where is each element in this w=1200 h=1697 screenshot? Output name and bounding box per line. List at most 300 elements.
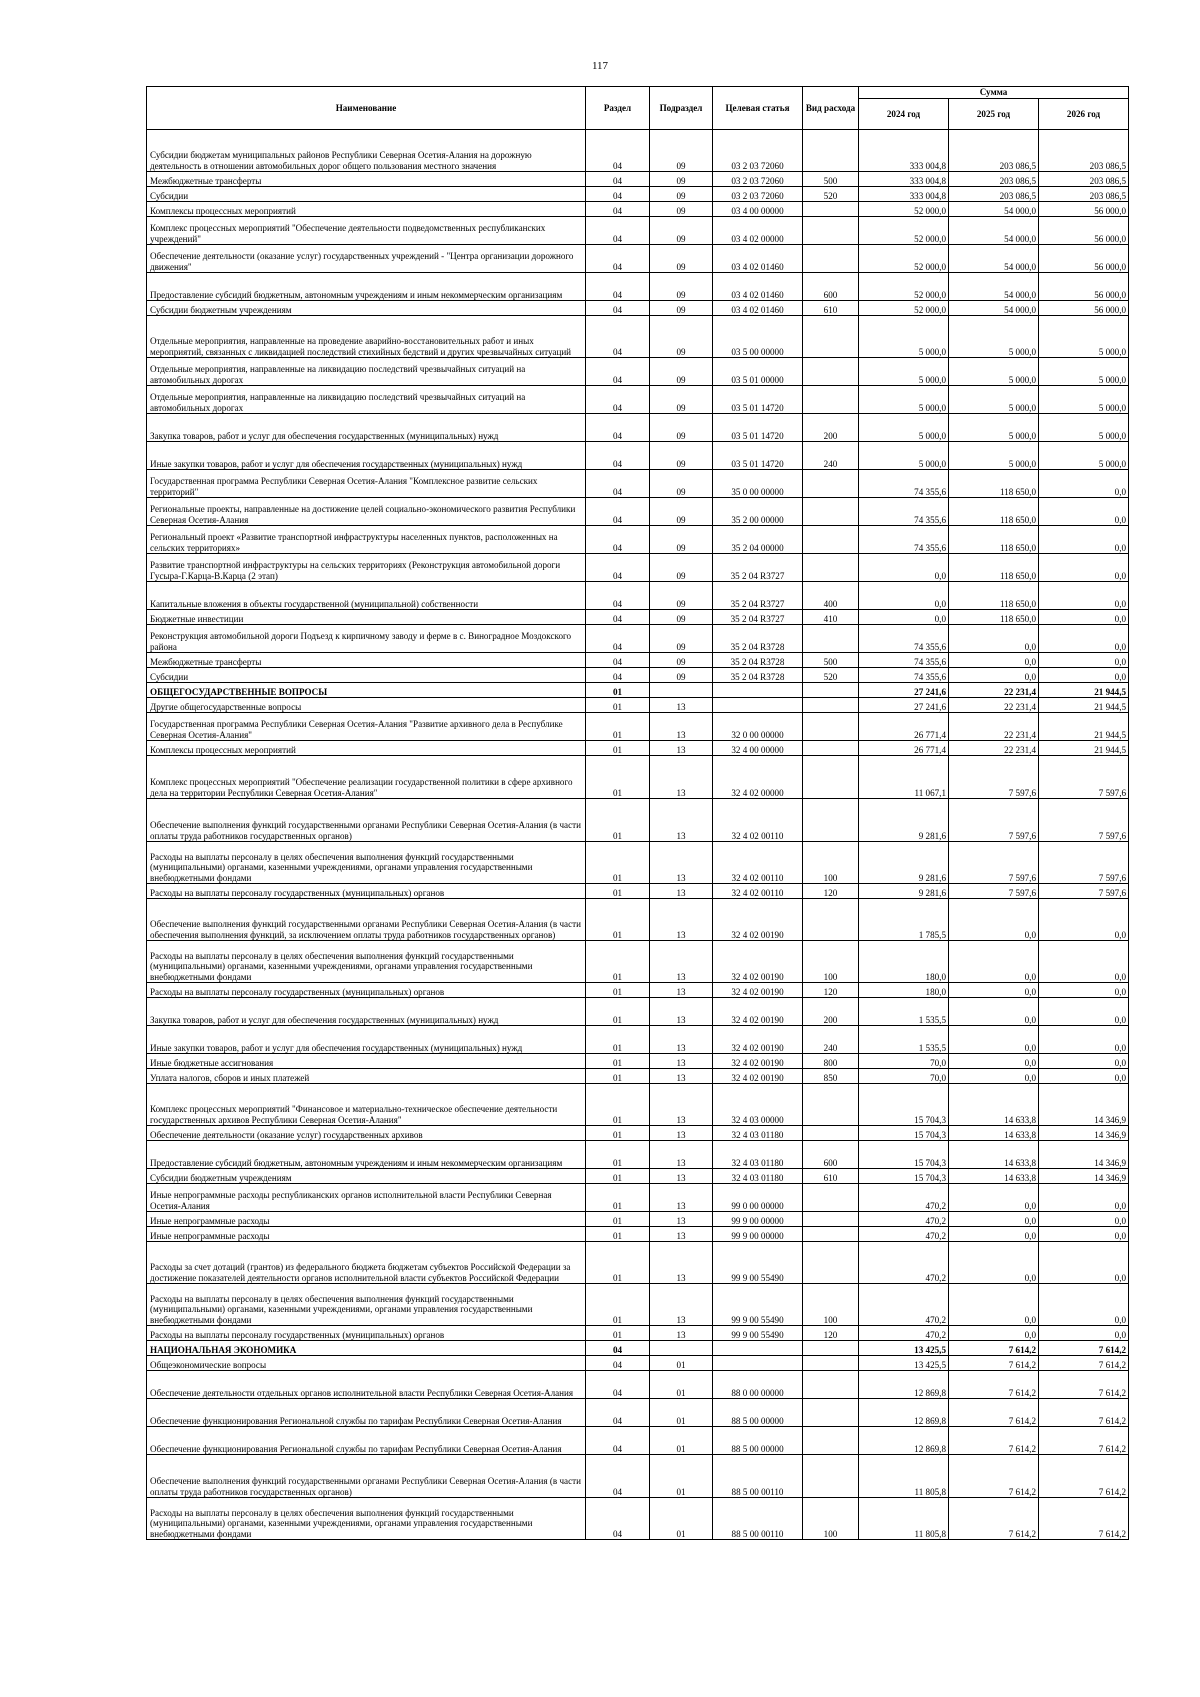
row-vid <box>803 899 859 941</box>
row-name: Расходы на выплаты персоналу в целях обеспечения выполнения функций государственными (муниципальными) органами, казенными учреждениями, органами управления государственными внебюджетными фондами <box>147 1284 586 1326</box>
table-row <box>147 998 1129 1026</box>
row-sum-2024: 470,2 <box>859 1284 949 1326</box>
row-celevaya: 35 2 04 R3728 <box>713 625 803 653</box>
row-celevaya <box>713 1341 803 1356</box>
row-name: Обеспечение функционирования Региональной службы по тарифам Республики Северная Осетия-Алания <box>147 1399 586 1427</box>
row-sum-2026: 0,0 <box>1039 526 1129 554</box>
row-podrazdel: 09 <box>650 358 713 386</box>
row-podrazdel: 13 <box>650 698 713 713</box>
row-celevaya: 32 4 02 00190 <box>713 998 803 1026</box>
row-celevaya: 32 4 03 01180 <box>713 1169 803 1184</box>
row-razdel: 01 <box>586 1126 650 1141</box>
row-sum-2026: 5 000,0 <box>1039 386 1129 414</box>
row-celevaya: 99 9 00 00000 <box>713 1227 803 1242</box>
row-razdel: 01 <box>586 884 650 899</box>
row-vid: 410 <box>803 610 859 625</box>
row-sum-2026: 0,0 <box>1039 1184 1129 1212</box>
row-podrazdel: 13 <box>650 1084 713 1126</box>
row-razdel: 04 <box>586 498 650 526</box>
row-sum-2025: 0,0 <box>949 941 1039 983</box>
row-sum-2024: 74 355,6 <box>859 470 949 498</box>
row-podrazdel: 13 <box>650 713 713 741</box>
row-name: Предоставление субсидий бюджетным, автономным учреждениям и иным некоммерческим организациям <box>147 273 586 301</box>
row-celevaya: 88 5 00 00000 <box>713 1399 803 1427</box>
row-celevaya: 03 4 02 00000 <box>713 217 803 245</box>
row-sum-2025: 5 000,0 <box>949 316 1039 358</box>
row-sum-2024: 470,2 <box>859 1212 949 1227</box>
row-razdel: 01 <box>586 842 650 884</box>
table-row <box>147 1371 1129 1399</box>
row-sum-2025: 14 633,8 <box>949 1141 1039 1169</box>
row-sum-2026: 56 000,0 <box>1039 202 1129 217</box>
row-name: Обеспечение выполнения функций государственными органами Республики Северная Осетия-Алания (в части оплаты труда работников государственных органов) <box>147 1455 586 1498</box>
row-podrazdel: 09 <box>650 301 713 316</box>
row-celevaya: 99 9 00 55490 <box>713 1284 803 1326</box>
row-celevaya: 32 4 02 00190 <box>713 983 803 998</box>
row-vid: 600 <box>803 273 859 301</box>
table-row <box>147 799 1129 842</box>
table-row <box>147 414 1129 442</box>
row-sum-2026: 0,0 <box>1039 899 1129 941</box>
table-row <box>147 1084 1129 1126</box>
row-razdel: 04 <box>586 625 650 653</box>
table-row <box>147 470 1129 498</box>
row-celevaya: 03 2 03 72060 <box>713 172 803 187</box>
row-razdel: 04 <box>586 653 650 668</box>
row-name: НАЦИОНАЛЬНАЯ ЭКОНОМИКА <box>147 1341 586 1356</box>
row-name: Региональные проекты, направленные на достижение целей социально-экономического развития Республики Северная Осетия-Алания <box>147 498 586 526</box>
row-sum-2024: 74 355,6 <box>859 498 949 526</box>
row-sum-2026: 5 000,0 <box>1039 414 1129 442</box>
row-sum-2025: 0,0 <box>949 1326 1039 1341</box>
row-vid: 240 <box>803 442 859 470</box>
row-podrazdel: 13 <box>650 1242 713 1284</box>
row-razdel: 04 <box>586 470 650 498</box>
row-sum-2024: 11 805,8 <box>859 1455 949 1498</box>
row-podrazdel: 09 <box>650 130 713 172</box>
table-row <box>147 217 1129 245</box>
table-row <box>147 698 1129 713</box>
row-sum-2026: 7 614,2 <box>1039 1399 1129 1427</box>
row-vid <box>803 1227 859 1242</box>
table-row <box>147 668 1129 683</box>
row-vid: 100 <box>803 842 859 884</box>
row-celevaya: 03 5 01 14720 <box>713 442 803 470</box>
row-sum-2024: 15 704,3 <box>859 1084 949 1126</box>
row-podrazdel: 01 <box>650 1371 713 1399</box>
row-sum-2024: 0,0 <box>859 582 949 610</box>
row-podrazdel: 13 <box>650 1069 713 1084</box>
row-vid <box>803 217 859 245</box>
row-celevaya: 32 4 02 00110 <box>713 884 803 899</box>
row-sum-2025: 0,0 <box>949 1284 1039 1326</box>
row-sum-2026: 0,0 <box>1039 582 1129 610</box>
row-celevaya: 03 5 00 00000 <box>713 316 803 358</box>
row-sum-2025: 118 650,0 <box>949 470 1039 498</box>
row-name: Реконструкция автомобильной дороги Подъезд к кирпичному заводу и ферме в с. Виноградное Моздокского района <box>147 625 586 653</box>
row-vid: 120 <box>803 983 859 998</box>
row-celevaya: 32 4 02 00190 <box>713 1026 803 1054</box>
row-sum-2026: 56 000,0 <box>1039 301 1129 316</box>
header-2024: 2024 год <box>859 99 949 130</box>
row-sum-2026: 56 000,0 <box>1039 273 1129 301</box>
row-sum-2024: 1 535,5 <box>859 1026 949 1054</box>
row-celevaya <box>713 683 803 698</box>
row-sum-2025: 14 633,8 <box>949 1126 1039 1141</box>
table-row <box>147 941 1129 983</box>
row-celevaya: 35 0 00 00000 <box>713 470 803 498</box>
row-celevaya: 99 9 00 55490 <box>713 1242 803 1284</box>
row-sum-2026: 0,0 <box>1039 1069 1129 1084</box>
row-sum-2025: 118 650,0 <box>949 582 1039 610</box>
row-sum-2025: 118 650,0 <box>949 554 1039 582</box>
table-row <box>147 683 1129 698</box>
row-podrazdel: 13 <box>650 799 713 842</box>
row-sum-2025: 5 000,0 <box>949 386 1039 414</box>
row-sum-2024: 0,0 <box>859 554 949 582</box>
row-podrazdel: 01 <box>650 1427 713 1455</box>
row-razdel: 04 <box>586 668 650 683</box>
row-podrazdel: 09 <box>650 414 713 442</box>
row-vid: 520 <box>803 668 859 683</box>
row-celevaya: 03 4 00 00000 <box>713 202 803 217</box>
row-sum-2024: 12 869,8 <box>859 1371 949 1399</box>
row-sum-2024: 52 000,0 <box>859 273 949 301</box>
row-podrazdel: 09 <box>650 582 713 610</box>
row-name: Иные закупки товаров, работ и услуг для обеспечения государственных (муниципальных) нужд <box>147 442 586 470</box>
row-razdel: 04 <box>586 526 650 554</box>
row-vid <box>803 698 859 713</box>
row-vid: 100 <box>803 941 859 983</box>
row-vid: 610 <box>803 1169 859 1184</box>
row-sum-2025: 7 597,6 <box>949 842 1039 884</box>
row-vid <box>803 1184 859 1212</box>
row-sum-2025: 7 614,2 <box>949 1341 1039 1356</box>
row-sum-2024: 12 869,8 <box>859 1427 949 1455</box>
row-sum-2024: 470,2 <box>859 1326 949 1341</box>
row-sum-2025: 0,0 <box>949 625 1039 653</box>
row-celevaya: 32 4 03 01180 <box>713 1141 803 1169</box>
row-name: Субсидии бюджетным учреждениям <box>147 301 586 316</box>
row-razdel: 04 <box>586 273 650 301</box>
row-podrazdel: 01 <box>650 1399 713 1427</box>
row-vid <box>803 470 859 498</box>
row-sum-2025: 54 000,0 <box>949 273 1039 301</box>
row-sum-2024: 74 355,6 <box>859 653 949 668</box>
header-2026: 2026 год <box>1039 99 1129 130</box>
row-name: Закупка товаров, работ и услуг для обеспечения государственных (муниципальных) нужд <box>147 414 586 442</box>
row-sum-2024: 26 771,4 <box>859 713 949 741</box>
row-celevaya: 35 2 04 R3727 <box>713 582 803 610</box>
row-sum-2025: 22 231,4 <box>949 741 1039 756</box>
row-celevaya: 35 2 04 R3728 <box>713 653 803 668</box>
row-sum-2024: 52 000,0 <box>859 217 949 245</box>
row-sum-2026: 7 614,2 <box>1039 1427 1129 1455</box>
row-celevaya: 35 2 00 00000 <box>713 498 803 526</box>
row-sum-2024: 0,0 <box>859 610 949 625</box>
row-sum-2025: 0,0 <box>949 1242 1039 1284</box>
row-name: Другие общегосударственные вопросы <box>147 698 586 713</box>
row-sum-2025: 0,0 <box>949 1212 1039 1227</box>
row-razdel: 01 <box>586 983 650 998</box>
row-name: Иные бюджетные ассигнования <box>147 1054 586 1069</box>
table-row <box>147 713 1129 741</box>
row-name: Отдельные мероприятия, направленные на ликвидацию последствий чрезвычайных ситуаций на автомобильных дорогах <box>147 386 586 414</box>
row-podrazdel: 13 <box>650 941 713 983</box>
row-razdel: 04 <box>586 316 650 358</box>
row-razdel: 04 <box>586 1341 650 1356</box>
row-sum-2026: 0,0 <box>1039 1284 1129 1326</box>
row-sum-2025: 7 597,6 <box>949 799 1039 842</box>
row-celevaya: 88 5 00 00000 <box>713 1427 803 1455</box>
row-vid: 500 <box>803 172 859 187</box>
row-podrazdel: 09 <box>650 202 713 217</box>
row-podrazdel: 13 <box>650 842 713 884</box>
header-podrazdel: Подраздел <box>650 87 713 130</box>
row-celevaya: 32 4 02 00000 <box>713 756 803 799</box>
row-vid <box>803 316 859 358</box>
row-sum-2026: 0,0 <box>1039 1054 1129 1069</box>
row-sum-2026: 7 614,2 <box>1039 1455 1129 1498</box>
row-name: Комплекс процессных мероприятий "Финансовое и материально-техническое обеспечение деятельности государственных архивов Республики Северная Осетия-Алания" <box>147 1084 586 1126</box>
row-celevaya <box>713 1356 803 1371</box>
row-vid: 850 <box>803 1069 859 1084</box>
row-sum-2025: 22 231,4 <box>949 683 1039 698</box>
row-razdel: 04 <box>586 301 650 316</box>
row-celevaya <box>713 698 803 713</box>
row-sum-2024: 5 000,0 <box>859 386 949 414</box>
row-podrazdel: 09 <box>650 498 713 526</box>
row-celevaya: 32 4 02 00190 <box>713 941 803 983</box>
row-sum-2026: 203 086,5 <box>1039 187 1129 202</box>
row-sum-2024: 52 000,0 <box>859 301 949 316</box>
row-sum-2026: 21 944,5 <box>1039 683 1129 698</box>
row-sum-2026: 0,0 <box>1039 1026 1129 1054</box>
row-podrazdel: 13 <box>650 741 713 756</box>
row-vid: 120 <box>803 884 859 899</box>
row-sum-2026: 14 346,9 <box>1039 1084 1129 1126</box>
row-vid <box>803 1356 859 1371</box>
row-podrazdel: 09 <box>650 187 713 202</box>
row-razdel: 01 <box>586 1054 650 1069</box>
row-vid <box>803 1455 859 1498</box>
header-celevaya: Целевая статья <box>713 87 803 130</box>
row-vid: 100 <box>803 1284 859 1326</box>
row-sum-2026: 7 597,6 <box>1039 842 1129 884</box>
row-vid: 500 <box>803 653 859 668</box>
row-razdel: 01 <box>586 683 650 698</box>
row-razdel: 04 <box>586 1427 650 1455</box>
row-name: Капитальные вложения в объекты государственной (муниципальной) собственности <box>147 582 586 610</box>
row-podrazdel: 01 <box>650 1455 713 1498</box>
row-podrazdel: 09 <box>650 668 713 683</box>
table-row <box>147 1341 1129 1356</box>
table-row <box>147 1026 1129 1054</box>
row-name: Государственная программа Республики Северная Осетия-Алания "Развитие архивного дела в Республике Северная Осетия-Алания" <box>147 713 586 741</box>
row-sum-2025: 0,0 <box>949 899 1039 941</box>
row-sum-2025: 54 000,0 <box>949 301 1039 316</box>
row-sum-2024: 9 281,6 <box>859 884 949 899</box>
row-sum-2026: 21 944,5 <box>1039 741 1129 756</box>
row-sum-2024: 70,0 <box>859 1054 949 1069</box>
row-razdel: 04 <box>586 1371 650 1399</box>
row-name: Бюджетные инвестиции <box>147 610 586 625</box>
row-celevaya: 32 4 03 01180 <box>713 1126 803 1141</box>
row-sum-2024: 11 805,8 <box>859 1498 949 1540</box>
row-sum-2026: 7 614,2 <box>1039 1371 1129 1399</box>
row-podrazdel: 13 <box>650 1169 713 1184</box>
row-sum-2024: 52 000,0 <box>859 202 949 217</box>
row-sum-2026: 0,0 <box>1039 941 1129 983</box>
row-podrazdel: 13 <box>650 1284 713 1326</box>
row-celevaya: 32 4 02 00110 <box>713 799 803 842</box>
row-sum-2025: 0,0 <box>949 668 1039 683</box>
row-vid <box>803 683 859 698</box>
row-podrazdel: 09 <box>650 217 713 245</box>
row-sum-2024: 13 425,5 <box>859 1341 949 1356</box>
row-razdel: 04 <box>586 202 650 217</box>
row-name: Региональный проект «Развитие транспортной инфраструктуры населенных пунктов, расположенных на сельских территориях» <box>147 526 586 554</box>
table-row <box>147 554 1129 582</box>
row-name: Иные непрограммные расходы <box>147 1212 586 1227</box>
row-celevaya: 35 2 04 R3727 <box>713 610 803 625</box>
row-podrazdel: 13 <box>650 1026 713 1054</box>
row-sum-2024: 333 004,8 <box>859 130 949 172</box>
row-sum-2025: 22 231,4 <box>949 713 1039 741</box>
row-sum-2025: 0,0 <box>949 1227 1039 1242</box>
table-row <box>147 273 1129 301</box>
row-sum-2025: 54 000,0 <box>949 245 1039 273</box>
row-podrazdel: 13 <box>650 1227 713 1242</box>
table-row <box>147 1169 1129 1184</box>
row-podrazdel <box>650 1341 713 1356</box>
row-razdel: 04 <box>586 187 650 202</box>
row-sum-2025: 0,0 <box>949 998 1039 1026</box>
row-sum-2025: 118 650,0 <box>949 610 1039 625</box>
row-sum-2026: 5 000,0 <box>1039 358 1129 386</box>
row-vid <box>803 526 859 554</box>
table-row <box>147 1455 1129 1498</box>
table-body <box>147 130 1129 1540</box>
table-row <box>147 316 1129 358</box>
row-sum-2024: 5 000,0 <box>859 316 949 358</box>
row-celevaya: 32 4 02 00190 <box>713 1069 803 1084</box>
row-sum-2024: 15 704,3 <box>859 1169 949 1184</box>
row-sum-2024: 180,0 <box>859 941 949 983</box>
row-vid <box>803 1126 859 1141</box>
row-sum-2025: 203 086,5 <box>949 130 1039 172</box>
row-sum-2024: 9 281,6 <box>859 842 949 884</box>
row-sum-2025: 0,0 <box>949 653 1039 668</box>
row-vid: 400 <box>803 582 859 610</box>
row-sum-2024: 70,0 <box>859 1069 949 1084</box>
row-sum-2025: 5 000,0 <box>949 358 1039 386</box>
row-celevaya: 99 0 00 00000 <box>713 1184 803 1212</box>
table-row <box>147 301 1129 316</box>
row-sum-2026: 0,0 <box>1039 1326 1129 1341</box>
row-sum-2025: 14 633,8 <box>949 1169 1039 1184</box>
row-vid <box>803 625 859 653</box>
row-razdel: 04 <box>586 610 650 625</box>
row-sum-2025: 7 597,6 <box>949 756 1039 799</box>
row-sum-2026: 0,0 <box>1039 668 1129 683</box>
row-celevaya: 03 4 02 01460 <box>713 301 803 316</box>
row-sum-2024: 1 535,5 <box>859 998 949 1026</box>
row-sum-2026: 7 597,6 <box>1039 756 1129 799</box>
table-row <box>147 625 1129 653</box>
table-row <box>147 1227 1129 1242</box>
row-razdel: 01 <box>586 756 650 799</box>
row-sum-2026: 203 086,5 <box>1039 130 1129 172</box>
row-sum-2025: 7 614,2 <box>949 1371 1039 1399</box>
row-podrazdel: 13 <box>650 983 713 998</box>
row-sum-2026: 0,0 <box>1039 554 1129 582</box>
row-sum-2026: 0,0 <box>1039 653 1129 668</box>
row-vid: 200 <box>803 998 859 1026</box>
row-sum-2024: 74 355,6 <box>859 625 949 653</box>
row-celevaya: 35 2 04 R3728 <box>713 668 803 683</box>
row-razdel: 04 <box>586 217 650 245</box>
row-razdel: 01 <box>586 899 650 941</box>
row-sum-2025: 54 000,0 <box>949 217 1039 245</box>
row-sum-2026: 14 346,9 <box>1039 1141 1129 1169</box>
row-celevaya: 35 2 04 00000 <box>713 526 803 554</box>
row-vid: 600 <box>803 1141 859 1169</box>
page-number: 117 <box>591 60 609 72</box>
table-row <box>147 884 1129 899</box>
table-row <box>147 130 1129 172</box>
row-name: Закупка товаров, работ и услуг для обеспечения государственных (муниципальных) нужд <box>147 998 586 1026</box>
row-vid <box>803 1371 859 1399</box>
row-name: Обеспечение выполнения функций государственными органами Республики Северная Осетия-Алания (в части оплаты труда работников государственных органов) <box>147 799 586 842</box>
row-name: Расходы за счет дотаций (грантов) из федерального бюджета бюджетам субъектов Российской Федерации за достижение показателей деятельности органов исполнительной власти субъектов Российской Федерации <box>147 1242 586 1284</box>
row-razdel: 01 <box>586 998 650 1026</box>
row-razdel: 01 <box>586 741 650 756</box>
table-row <box>147 899 1129 941</box>
row-vid <box>803 386 859 414</box>
row-sum-2024: 27 241,6 <box>859 698 949 713</box>
row-sum-2026: 5 000,0 <box>1039 442 1129 470</box>
row-name: Межбюджетные трансферты <box>147 653 586 668</box>
row-sum-2026: 7 597,6 <box>1039 884 1129 899</box>
row-name: Государственная программа Республики Северная Осетия-Алания "Комплексное развитие сельских территорий" <box>147 470 586 498</box>
row-sum-2025: 5 000,0 <box>949 414 1039 442</box>
row-name: Комплексы процессных мероприятий <box>147 741 586 756</box>
row-sum-2025: 7 614,2 <box>949 1356 1039 1371</box>
row-sum-2026: 7 614,2 <box>1039 1356 1129 1371</box>
row-sum-2026: 7 597,6 <box>1039 799 1129 842</box>
table-row <box>147 1427 1129 1455</box>
row-razdel: 04 <box>586 554 650 582</box>
row-sum-2024: 5 000,0 <box>859 414 949 442</box>
row-sum-2024: 12 869,8 <box>859 1399 949 1427</box>
row-name: Расходы на выплаты персоналу государственных (муниципальных) органов <box>147 884 586 899</box>
row-vid <box>803 202 859 217</box>
row-name: Комплекс процессных мероприятий "Обеспечение деятельности подведомственных республиканских учреждений" <box>147 217 586 245</box>
row-sum-2024: 15 704,3 <box>859 1126 949 1141</box>
table-row <box>147 1399 1129 1427</box>
row-sum-2024: 26 771,4 <box>859 741 949 756</box>
row-razdel: 04 <box>586 1399 650 1427</box>
row-celevaya: 88 5 00 00110 <box>713 1455 803 1498</box>
row-sum-2026: 0,0 <box>1039 470 1129 498</box>
row-celevaya: 03 4 02 01460 <box>713 273 803 301</box>
row-vid: 520 <box>803 187 859 202</box>
row-name: Межбюджетные трансферты <box>147 172 586 187</box>
table-row <box>147 1126 1129 1141</box>
row-name: Субсидии <box>147 187 586 202</box>
row-sum-2024: 74 355,6 <box>859 526 949 554</box>
